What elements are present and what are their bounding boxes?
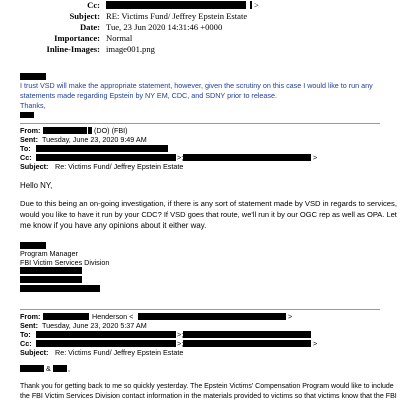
email2-sent-label: Sent: <box>20 135 38 144</box>
email3-subject-value: Re: Victims Fund/ Jeffrey Epstein Estate <box>55 348 184 357</box>
email2-greeting: Hello NY, <box>20 181 53 190</box>
divider <box>20 309 380 310</box>
email2-subject-value: Re: Victims Fund/ Jeffrey Epstein Estate <box>55 162 184 171</box>
email2-body-line-2: would you like to have it run by your CDC? If VSD goes that route, we'll run it by our OGC rep as well as OPA. Let <box>20 210 397 219</box>
separator-text: >; <box>177 153 184 162</box>
email3-from-value: Henderson < <box>92 312 134 321</box>
cc-label: Cc: <box>87 0 100 10</box>
redaction-box <box>106 1 246 9</box>
redaction-box <box>183 331 311 338</box>
importance-label: Importance: <box>54 33 100 43</box>
divider <box>20 123 380 124</box>
redaction-box <box>43 313 89 320</box>
redaction-box <box>36 340 176 347</box>
redaction-box <box>183 154 311 161</box>
email2-from-label: From: <box>20 126 41 135</box>
redaction-box <box>20 112 34 118</box>
email2-body-line-3: me know if you have any opinions about it either way. <box>20 221 207 230</box>
redaction-box <box>36 154 176 161</box>
email2-subject-label: Subject: <box>20 162 49 171</box>
email3-body-line-1: Thank you for getting back to me so quickly yesterday. The Epstein Victims' Compensation Program would like to include <box>20 383 394 390</box>
reply1-line-2: statements made regarding Epstein by NY EM, CDC, and SDNY prior to release. <box>20 91 278 100</box>
separator-text: > <box>313 153 318 162</box>
separator-text: >; <box>177 330 184 339</box>
email3-cc-label: Cc: <box>20 339 32 348</box>
redaction-box <box>20 276 82 283</box>
subject-label: Subject: <box>69 11 100 21</box>
redaction-box <box>183 340 311 347</box>
inline-images-label: Inline-Images: <box>46 44 100 54</box>
email2-cc-label: Cc: <box>20 153 32 162</box>
reply1-signoff: Thanks, <box>20 101 46 110</box>
subject-value: RE: Victims Fund/ Jeffrey Epstein Estate <box>106 11 248 21</box>
separator-text: > <box>313 339 318 348</box>
redaction-box <box>36 331 176 338</box>
reply1-line-1: I trust VSD will make the appropriate statement, however, given the scrutiny on this case I would like to run any <box>20 81 373 90</box>
redaction-box <box>20 285 100 292</box>
separator-text: , <box>68 364 70 373</box>
email3-sent-label: Sent: <box>20 321 38 330</box>
redaction-box <box>88 127 92 134</box>
email2-from-value: (DO) (FBI) <box>94 126 128 135</box>
email3-body-line-2: the FBI Victim Services Division contact information in the materials provided to victims so that victims know that the FBI <box>20 392 397 400</box>
importance-value: Normal <box>106 33 133 43</box>
redaction-box <box>53 365 67 372</box>
email3-sent-value: Tuesday, June 23, 2020 5:37 AM <box>42 321 147 330</box>
signature-title: Program Manager <box>20 249 78 258</box>
redaction-box <box>250 1 252 9</box>
email3-to-label: To: <box>20 330 31 339</box>
separator-text: > <box>288 312 293 321</box>
redaction-box <box>138 313 286 320</box>
email3-subject-label: Subject: <box>20 348 49 357</box>
redaction-box <box>20 242 46 249</box>
email3-greeting-amp: & <box>46 364 51 373</box>
cc-trailing: > <box>254 0 259 10</box>
signature-division: FBI Victim Services Division <box>20 258 110 267</box>
email2-body-line-1: Due to this being an on-going investigation, if there is any sort of statement made by VSD in regards to services, <box>20 199 397 208</box>
inline-images-value: image001.png <box>106 44 155 54</box>
date-value: Tue, 23 Jun 2020 14:31:46 +0000 <box>106 22 223 32</box>
redaction-box <box>20 73 46 80</box>
separator-text: >; <box>177 339 184 348</box>
redaction-box <box>20 365 44 372</box>
redaction-box <box>43 127 87 134</box>
date-label: Date: <box>79 22 100 32</box>
email2-sent-value: Tuesday, June 23, 2020 9:49 AM <box>42 135 147 144</box>
email3-from-label: From: <box>20 312 41 321</box>
redaction-box <box>36 145 168 152</box>
redaction-box <box>20 267 82 274</box>
email2-to-label: To: <box>20 144 31 153</box>
